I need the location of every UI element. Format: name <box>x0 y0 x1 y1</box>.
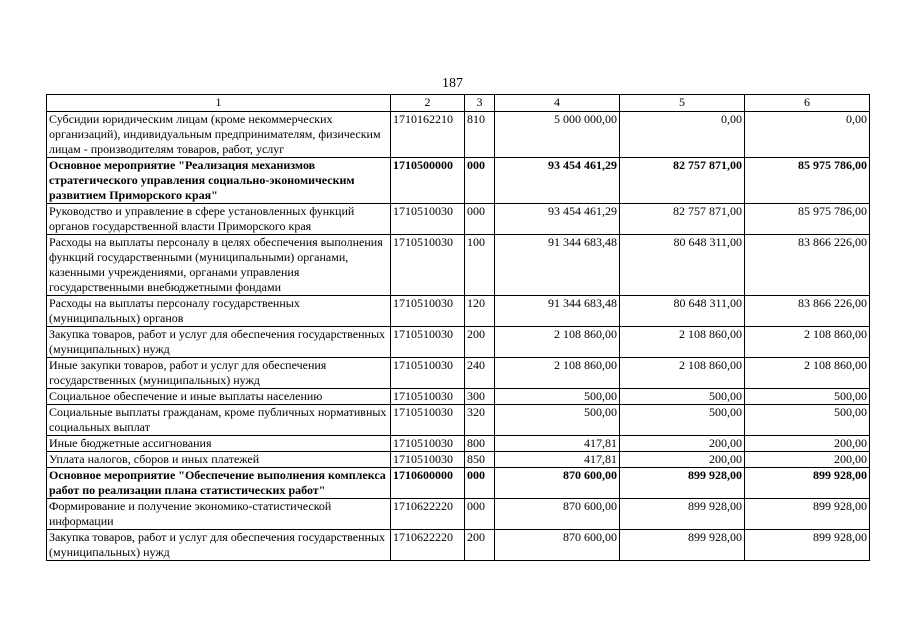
row-code: 1710600000 <box>391 468 465 499</box>
row-expense-type: 300 <box>465 389 495 405</box>
row-value-col5: 80 648 311,00 <box>620 235 745 296</box>
table-row <box>47 112 870 158</box>
row-expense-type: 000 <box>465 468 495 499</box>
column-header: 2 <box>391 95 465 112</box>
row-value-col6: 2 108 860,00 <box>745 327 870 358</box>
row-code: 1710510030 <box>391 436 465 452</box>
table-body <box>47 112 870 561</box>
column-header: 5 <box>620 95 745 112</box>
table-row <box>47 436 870 452</box>
row-value-col4: 91 344 683,48 <box>495 235 620 296</box>
table-row <box>47 296 870 327</box>
row-value-col5: 0,00 <box>620 112 745 158</box>
row-value-col4: 93 454 461,29 <box>495 204 620 235</box>
row-value-col4: 417,81 <box>495 452 620 468</box>
row-value-col6: 85 975 786,00 <box>745 158 870 204</box>
column-header: 6 <box>745 95 870 112</box>
row-code: 1710622220 <box>391 499 465 530</box>
table-row <box>47 158 870 204</box>
row-value-col5: 899 928,00 <box>620 468 745 499</box>
row-value-col6: 0,00 <box>745 112 870 158</box>
header-row <box>47 95 870 112</box>
row-name: Основное мероприятие "Обеспечение выполнения комплекса работ по реализации плана статистических работ" <box>47 468 391 499</box>
table-row <box>47 530 870 561</box>
table-row <box>47 358 870 389</box>
row-name: Иные бюджетные ассигнования <box>47 436 391 452</box>
row-expense-type: 120 <box>465 296 495 327</box>
row-expense-type: 800 <box>465 436 495 452</box>
row-name: Расходы на выплаты персоналу государственных (муниципальных) органов <box>47 296 391 327</box>
row-name: Социальное обеспечение и иные выплаты населению <box>47 389 391 405</box>
row-code: 1710510030 <box>391 327 465 358</box>
column-header: 4 <box>495 95 620 112</box>
row-value-col4: 870 600,00 <box>495 499 620 530</box>
row-value-col5: 899 928,00 <box>620 530 745 561</box>
table-row <box>47 389 870 405</box>
row-expense-type: 200 <box>465 327 495 358</box>
row-name: Расходы на выплаты персоналу в целях обеспечения выполнения функций государственными (муниципальными) органами, казенными учреждениями, органами управления государственными внебюджетными фондами <box>47 235 391 296</box>
table-row <box>47 327 870 358</box>
row-value-col5: 500,00 <box>620 389 745 405</box>
row-value-col6: 500,00 <box>745 389 870 405</box>
column-header: 3 <box>465 95 495 112</box>
row-value-col4: 870 600,00 <box>495 468 620 499</box>
row-value-col6: 200,00 <box>745 452 870 468</box>
table-row <box>47 499 870 530</box>
row-name: Уплата налогов, сборов и иных платежей <box>47 452 391 468</box>
row-code: 1710510030 <box>391 358 465 389</box>
row-value-col6: 899 928,00 <box>745 468 870 499</box>
table-row <box>47 405 870 436</box>
row-name: Закупка товаров, работ и услуг для обеспечения государственных (муниципальных) нужд <box>47 530 391 561</box>
row-name: Социальные выплаты гражданам, кроме публичных нормативных социальных выплат <box>47 405 391 436</box>
row-value-col4: 91 344 683,48 <box>495 296 620 327</box>
row-value-col5: 80 648 311,00 <box>620 296 745 327</box>
row-expense-type: 320 <box>465 405 495 436</box>
row-value-col5: 82 757 871,00 <box>620 158 745 204</box>
row-name: Субсидии юридическим лицам (кроме некоммерческих организаций), индивидуальным предпринимателям, физическим лицам - производителям товаров, работ, услуг <box>47 112 391 158</box>
row-expense-type: 000 <box>465 499 495 530</box>
row-expense-type: 240 <box>465 358 495 389</box>
row-code: 1710500000 <box>391 158 465 204</box>
row-value-col5: 2 108 860,00 <box>620 327 745 358</box>
table-row <box>47 204 870 235</box>
row-expense-type: 100 <box>465 235 495 296</box>
row-expense-type: 810 <box>465 112 495 158</box>
table-row <box>47 468 870 499</box>
row-value-col6: 85 975 786,00 <box>745 204 870 235</box>
row-code: 1710162210 <box>391 112 465 158</box>
row-value-col6: 500,00 <box>745 405 870 436</box>
row-code: 1710510030 <box>391 389 465 405</box>
row-expense-type: 000 <box>465 158 495 204</box>
table-row <box>47 235 870 296</box>
row-expense-type: 000 <box>465 204 495 235</box>
row-value-col6: 83 866 226,00 <box>745 235 870 296</box>
row-value-col4: 500,00 <box>495 389 620 405</box>
row-value-col4: 93 454 461,29 <box>495 158 620 204</box>
row-expense-type: 850 <box>465 452 495 468</box>
row-value-col6: 200,00 <box>745 436 870 452</box>
row-value-col4: 2 108 860,00 <box>495 358 620 389</box>
row-value-col5: 200,00 <box>620 436 745 452</box>
row-value-col5: 82 757 871,00 <box>620 204 745 235</box>
row-value-col4: 870 600,00 <box>495 530 620 561</box>
row-expense-type: 200 <box>465 530 495 561</box>
row-code: 1710510030 <box>391 204 465 235</box>
row-value-col4: 5 000 000,00 <box>495 112 620 158</box>
row-code: 1710510030 <box>391 405 465 436</box>
row-value-col6: 899 928,00 <box>745 530 870 561</box>
row-code: 1710622220 <box>391 530 465 561</box>
row-value-col5: 200,00 <box>620 452 745 468</box>
table-row <box>47 452 870 468</box>
row-name: Закупка товаров, работ и услуг для обеспечения государственных (муниципальных) нужд <box>47 327 391 358</box>
column-header: 1 <box>47 95 391 112</box>
budget-table <box>46 94 870 561</box>
row-code: 1710510030 <box>391 235 465 296</box>
row-name: Руководство и управление в сфере установленных функций органов государственной власти Приморского края <box>47 204 391 235</box>
row-value-col4: 500,00 <box>495 405 620 436</box>
row-value-col6: 83 866 226,00 <box>745 296 870 327</box>
row-name: Формирование и получение экономико-статистической информации <box>47 499 391 530</box>
row-code: 1710510030 <box>391 452 465 468</box>
row-value-col5: 899 928,00 <box>620 499 745 530</box>
row-value-col6: 899 928,00 <box>745 499 870 530</box>
row-value-col5: 2 108 860,00 <box>620 358 745 389</box>
row-code: 1710510030 <box>391 296 465 327</box>
row-name: Основное мероприятие "Реализация механизмов стратегического управления социально-экономическим развитием Приморского края" <box>47 158 391 204</box>
row-value-col5: 500,00 <box>620 405 745 436</box>
page-number: 187 <box>442 76 463 91</box>
row-value-col4: 2 108 860,00 <box>495 327 620 358</box>
row-name: Иные закупки товаров, работ и услуг для обеспечения государственных (муниципальных) нужд <box>47 358 391 389</box>
row-value-col4: 417,81 <box>495 436 620 452</box>
row-value-col6: 2 108 860,00 <box>745 358 870 389</box>
